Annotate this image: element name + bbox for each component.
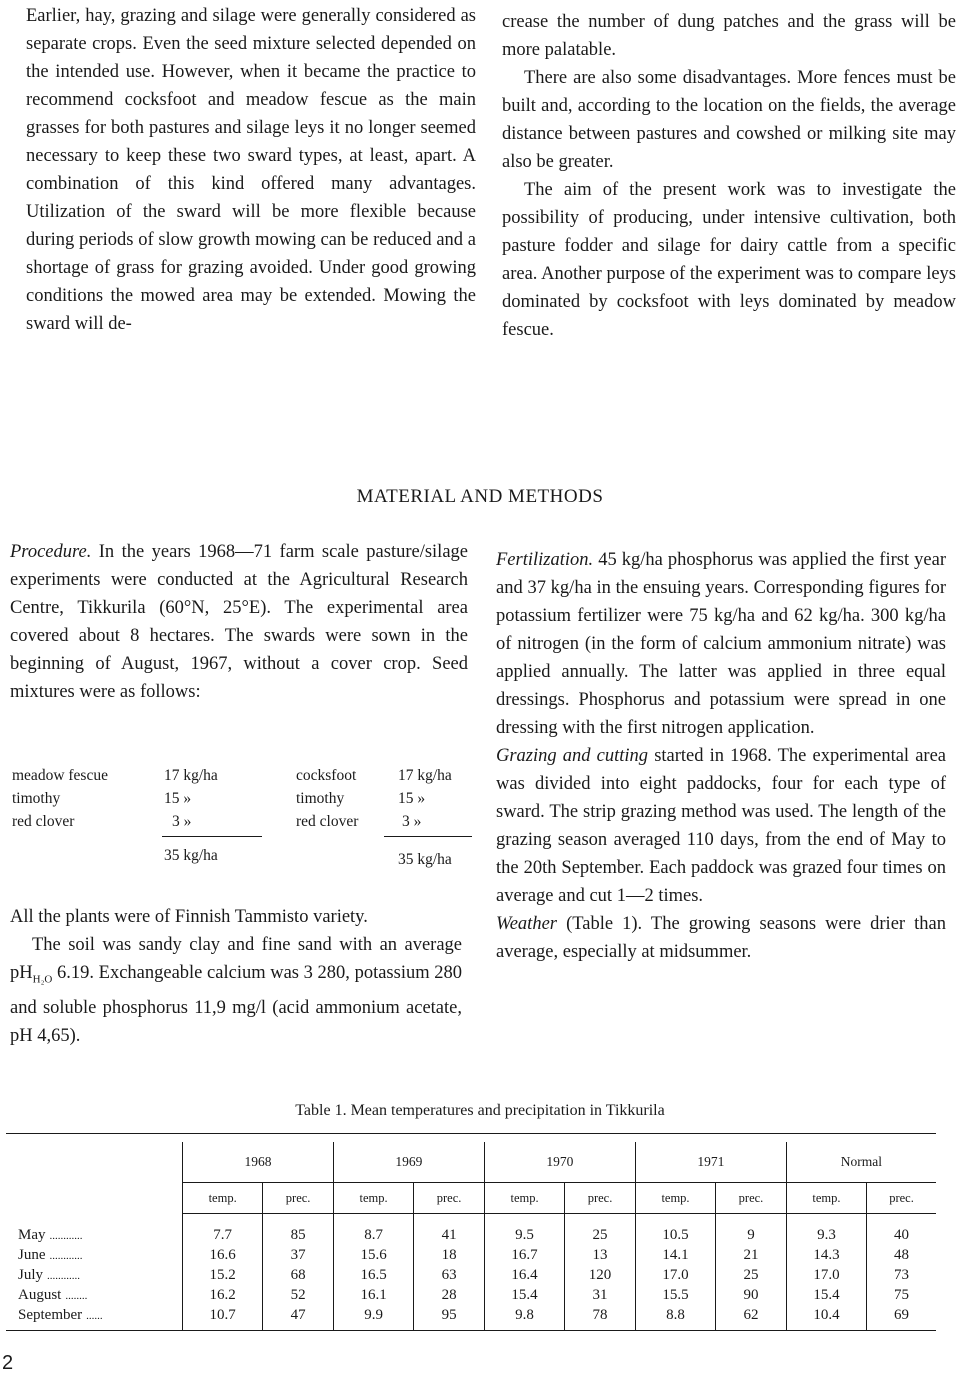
prec-header: prec. [716, 1183, 787, 1214]
temp-cell: 15.4 [484, 1286, 564, 1306]
intro-paragraph: Earlier, hay, grazing and silage were generally considered as separate crops. Even the seed mixture selected depended on the intended use. However, when it became the practice to recommend cocksfoot and meadow fescue as the main grasses for both pastures and silage leys it no longer seemed necessary to keep these two sward types, at least, apart. A combination of this kind offered many advantages. Utilization of the sward will be more flexible because during periods of slow growth mowing can be reduced and a shortage of grass for grazing avoided. Under good growing conditions the mowed area may be extended. Mowing the sward will de- [26, 6, 476, 334]
temp-cell: 10.5 [635, 1214, 715, 1246]
temp-header: temp. [786, 1183, 866, 1214]
temp-cell: 9.3 [786, 1214, 866, 1246]
mixture-a-name: timothy [12, 790, 61, 807]
temp-cell: 15.5 [635, 1286, 715, 1306]
prec-cell: 40 [867, 1214, 936, 1246]
year-header: 1968 [183, 1142, 334, 1183]
soil-column [10, 903, 462, 1050]
mixture-b-name: cocksfoot [296, 767, 357, 784]
temp-cell: 16.1 [333, 1286, 413, 1306]
procedure-label: Procedure. [10, 542, 92, 562]
prec-header: prec. [263, 1183, 334, 1214]
disadvantages-paragraph: There are also some disadvantages. More fences must be built and, according to the location on the fields, the average distance between pastures and cowshed or milking site may also be greater. [502, 68, 956, 172]
temp-cell: 9.8 [484, 1306, 564, 1331]
temp-cell: 9.5 [484, 1214, 564, 1246]
prec-cell: 47 [263, 1306, 334, 1331]
soil-paragraph [10, 931, 462, 1050]
procedure-text: In the years 1968—71 farm scale pasture/silage experiments were conducted at the Agricultural Research Centre, Tikkurila (60°N, 25°E). The experimental area covered about 8 hectares. The swards were sown in the beginning of August, 1967, without a cover crop. Seed mixtures were as follows: [10, 542, 468, 702]
procedure-column [10, 538, 468, 706]
fertilization-text: 45 kg/ha phosphorus was applied the first year and 37 kg/ha in the ensuing years. Corresponding figures for potassium fertilizer were 75 kg/ha and 62 kg/ha. 300 kg/ha of nitrogen (in the form of calcium ammonium nitrate) was applied annually. The latter was applied in three equal dressings. Phosphorus and potassium were spread in one dressing with the first nitrogen application. [496, 550, 946, 738]
mixture-b-name: red clover [296, 813, 359, 830]
weather-label: Weather [496, 914, 557, 934]
subheader-row [6, 1183, 936, 1214]
prec-cell: 31 [565, 1286, 636, 1306]
methods-right-column [496, 546, 946, 966]
year-header: 1969 [333, 1142, 484, 1183]
month-label [6, 1266, 183, 1286]
temp-header: temp. [635, 1183, 715, 1214]
month-label [6, 1306, 183, 1331]
month-label [6, 1214, 183, 1246]
mixture-b-name: timothy [296, 790, 345, 807]
prec-cell: 13 [565, 1246, 636, 1266]
prec-cell: 78 [565, 1306, 636, 1331]
fertilization-label: Fertilization. [496, 550, 594, 570]
soil-text-end: 6.19. Exchangeable calcium was 3 280, potassium 280 and soluble phosphorus 11,9 mg/l (acid ammonium acetate, pH 4,65). [10, 963, 462, 1046]
prec-cell: 48 [867, 1246, 936, 1266]
prec-cell: 68 [263, 1266, 334, 1286]
prec-cell: 18 [414, 1246, 485, 1266]
prec-cell: 63 [414, 1266, 485, 1286]
temp-cell: 8.8 [635, 1306, 715, 1331]
weather-table [6, 1133, 936, 1331]
prec-header: prec. [414, 1183, 485, 1214]
prec-cell: 52 [263, 1286, 334, 1306]
intro-left-column [26, 2, 476, 338]
grazing-text: started in 1968. The experimental area was divided into eight paddocks, four for each type of sward. The strip grazing method was used. The length of the grazing season averaged 110 days, from the end of May to the 20th September. Each paddock was grazed four times on average and cut 1—2 times. [496, 746, 946, 906]
weather-text: (Table 1). The growing seasons were drier than average, especially at midsummer. [496, 914, 946, 962]
intro-continuation-paragraph: crease the number of dung patches and the grass will be more palatable. [502, 12, 956, 60]
month-name: June [18, 1246, 46, 1263]
temp-cell: 16.4 [484, 1266, 564, 1286]
mixture-b-total: 35 kg/ha [398, 851, 452, 868]
prec-cell: 120 [565, 1266, 636, 1286]
prec-header: prec. [867, 1183, 936, 1214]
temp-cell: 15.4 [786, 1286, 866, 1306]
prec-cell: 95 [414, 1306, 485, 1331]
prec-cell: 90 [716, 1286, 787, 1306]
month-name: September [18, 1306, 83, 1323]
prec-cell: 37 [263, 1246, 334, 1266]
table-row [6, 1214, 936, 1246]
month-label [6, 1286, 183, 1306]
prec-cell: 28 [414, 1286, 485, 1306]
mixture-b-sum-rule [384, 836, 472, 837]
prec-cell: 85 [263, 1214, 334, 1246]
temp-cell: 9.9 [333, 1306, 413, 1331]
mixture-a-amount: 3 » [172, 813, 192, 830]
table-caption: Table 1. Mean temperatures and precipitation in Tikkurila [295, 1102, 665, 1119]
prec-cell: 69 [867, 1306, 936, 1331]
mixture-a-sum-rule [162, 836, 262, 837]
temp-cell: 14.1 [635, 1246, 715, 1266]
temp-cell: 15.6 [333, 1246, 413, 1266]
mixture-b-amount: 17 kg/ha [398, 767, 452, 784]
temp-cell: 16.6 [183, 1246, 263, 1266]
temp-cell: 15.2 [183, 1266, 263, 1286]
mixture-b-amount: 15 » [398, 790, 426, 807]
prec-cell: 21 [716, 1246, 787, 1266]
temp-cell: 17.0 [786, 1266, 866, 1286]
leader-dots: ...... [86, 1309, 103, 1322]
seed-mixtures [12, 764, 472, 874]
temp-cell: 10.4 [786, 1306, 866, 1331]
leader-dots: ............ [49, 1249, 83, 1262]
month-name: July [18, 1266, 44, 1283]
table-row [6, 1306, 936, 1331]
prec-cell: 62 [716, 1306, 787, 1331]
page-number: 2 [2, 1352, 14, 1374]
mixture-row [12, 787, 472, 810]
month-label [6, 1246, 183, 1266]
mixture-row [12, 810, 472, 833]
leader-dots: ........ [65, 1289, 88, 1302]
temp-cell: 7.7 [183, 1214, 263, 1246]
month-name: May [18, 1226, 46, 1243]
mixture-a-name: meadow fescue [12, 767, 108, 784]
mixture-a-amount: 15 » [164, 790, 192, 807]
grazing-label: Grazing and cutting [496, 746, 649, 766]
aim-paragraph: The aim of the present work was to investigate the possibility of producing, under intensive cultivation, both pasture fodder and silage for dairy cattle from a specific area. Another purpose of the experiment was to compare leys dominated by cocksfoot with leys dominated by meadow fescue. [502, 180, 956, 340]
weather-paragraph [496, 910, 946, 966]
prec-cell: 75 [867, 1286, 936, 1306]
prec-cell: 25 [716, 1266, 787, 1286]
temp-cell: 16.2 [183, 1286, 263, 1306]
year-header: 1970 [484, 1142, 635, 1183]
leader-dots: ............ [49, 1229, 83, 1242]
temp-header: temp. [484, 1183, 564, 1214]
mixture-b-amount: 3 » [402, 813, 422, 830]
ph-subscript: H₂O [32, 973, 53, 986]
temp-cell: 8.7 [333, 1214, 413, 1246]
section-heading: MATERIAL AND METHODS [356, 486, 604, 507]
temp-cell: 17.0 [635, 1266, 715, 1286]
prec-cell: 41 [414, 1214, 485, 1246]
fertilization-paragraph [496, 546, 946, 742]
prec-cell: 73 [867, 1266, 936, 1286]
prec-cell: 9 [716, 1214, 787, 1246]
mixture-a-name: red clover [12, 813, 75, 830]
month-name: August [18, 1286, 62, 1303]
leader-dots: ............ [47, 1269, 81, 1282]
temp-cell: 10.7 [183, 1306, 263, 1331]
temp-cell: 16.7 [484, 1246, 564, 1266]
table-row [6, 1266, 936, 1286]
intro-right-column [502, 8, 956, 344]
temp-cell: 14.3 [786, 1246, 866, 1266]
procedure-paragraph [10, 538, 468, 706]
year-header: Normal [786, 1142, 936, 1183]
soil-text-start: The soil was sandy clay and fine sand with an average pH [10, 935, 462, 983]
prec-header: prec. [565, 1183, 636, 1214]
temp-header: temp. [183, 1183, 263, 1214]
year-header: 1971 [635, 1142, 786, 1183]
mixture-row [12, 764, 472, 787]
table-row [6, 1246, 936, 1266]
prec-cell: 25 [565, 1214, 636, 1246]
mixture-a-total: 35 kg/ha [164, 847, 218, 864]
year-header-row [6, 1142, 936, 1183]
table-row [6, 1286, 936, 1306]
mixture-a-amount: 17 kg/ha [164, 767, 218, 784]
temp-cell: 16.5 [333, 1266, 413, 1286]
grazing-paragraph [496, 742, 946, 910]
plants-paragraph: All the plants were of Finnish Tammisto variety. [10, 907, 368, 927]
temp-header: temp. [333, 1183, 413, 1214]
